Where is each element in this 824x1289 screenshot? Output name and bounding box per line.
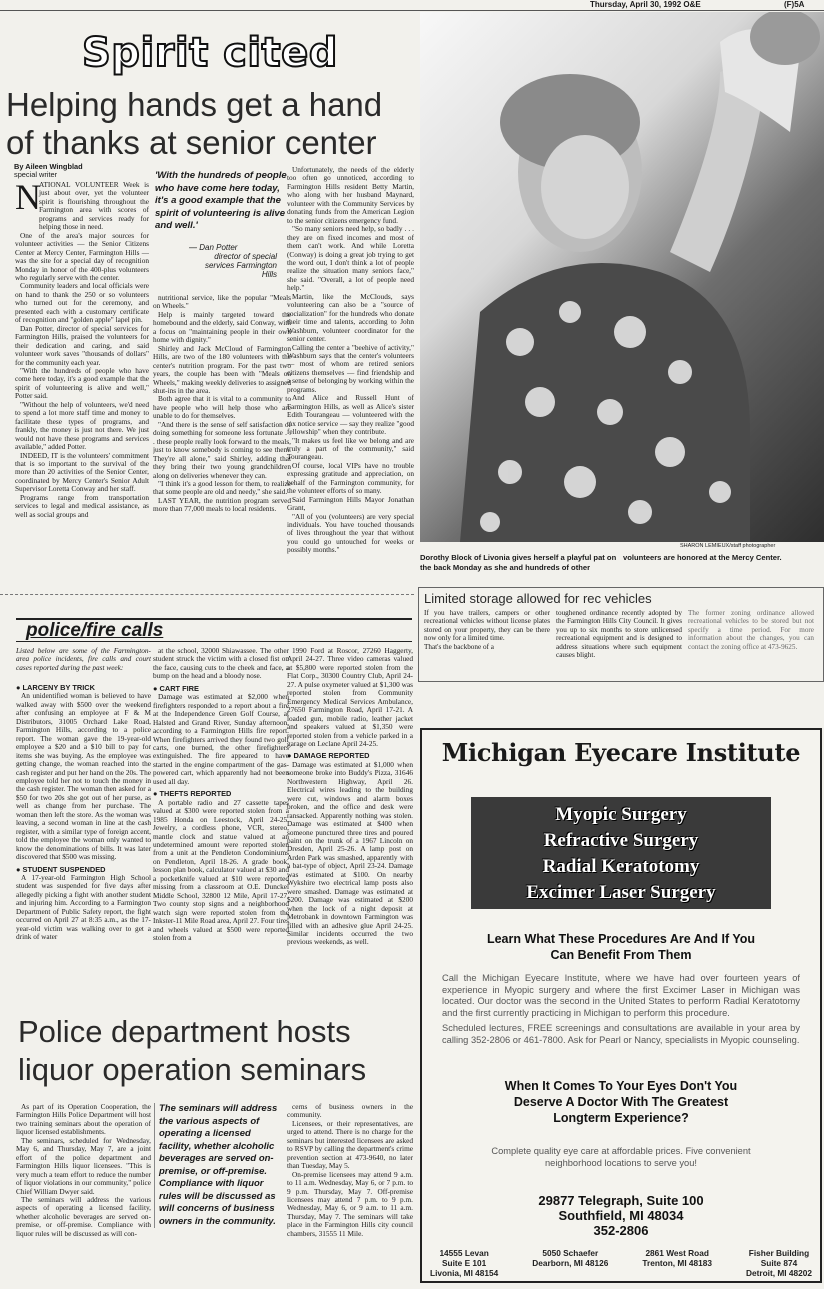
liquor-headline: Police department hosts liquor operation seminars xyxy=(18,1014,367,1087)
police-item: A 17-year-old Farmington High School student was suspended for five days after allegedly picking a fight with another student and injuring him. According to a Farmington Department of Public Safety report, the fight occurred on April 27 at 8:35 a.m., as the 17-year-old victim was walking over to get a drink of water xyxy=(16,872,151,942)
ad-services-box xyxy=(471,797,771,909)
police-item: A portable radio and 27 cassette tapes valued at $300 were reported stolen from a 1985 Honda on Leestock, April 24-25. Jewelry, a cordless phone, VCR, stereo, mantle clock and statue valued at an undetermined amount were reported stolen from a unit at the Pendleton Condominiums on Pendleton, April 18-26. A grade book, lesson plan book, calculator valued at $30 and a pocketknife valued at $10 were reported missing from a classroom at O.E. Dunckel Middle School, 32800 12 Mile, April 17-27. Two county stop signs and a neighborhood watch sign were reported stolen from the Inkster-11 Mile Road area, April 27. Four tires and wheels valued at $500 were reported stolen from a xyxy=(153,797,289,942)
ad-location-line: Detroit, MI 48202 xyxy=(746,1268,812,1278)
ad-location-line: 14555 Levan xyxy=(439,1248,489,1258)
ad-paragraph-1: Call the Michigan Eyecare Institute, where we have had over fourteen years of experience in Myopic surgery and where the first Excimer Laser in Michigan was located. Our doctor was the second in the United States to perform Radial Keratotomy and the first currently practicing in Michigan to perform this procedure. xyxy=(442,973,800,1018)
ad-location-line: Suite 874 xyxy=(760,1258,798,1268)
storage-col-1: If you have trailers, campers or other recreational vehicles without license plates stored on your property, they can be there now only for a limited time. That's the backbone of a xyxy=(424,609,550,651)
eyecare-advertisement xyxy=(420,728,822,1283)
ad-location-line: Suite E 101 xyxy=(441,1258,487,1268)
paragraph: "And there is the sense of self satisfaction of doing something for someone less fortunate . . . these people really look forward to the meals, just to know somebody is coming to see them. They're all alone," said Shirley, adding that they bring their two young grandchildren along on deliveries whenever they can. xyxy=(153,419,291,480)
paragraph: Martin, like the McClouds, says volunteering can also be a "source of socialization" for the hundreds who donate their time and talents, according to John Washburn, volunteer coordinator for the senior center. xyxy=(287,291,414,344)
police-title: police/fire calls xyxy=(26,620,164,641)
ad-phone: 352-2806 xyxy=(593,1223,649,1238)
liquor-column-1 xyxy=(16,1103,151,1289)
photo-illustration xyxy=(420,12,824,542)
byline-role: special writer xyxy=(14,170,58,179)
storage-story xyxy=(418,587,824,682)
paragraph: "With the hundreds of people who have come here today, it's a good example that the spirit of volunteering is alive and well," Potter said. xyxy=(15,365,149,401)
paragraph: Shirley and Jack McCloud of Farmington Hills, are two of the 180 volunteers with the center's nutrition program. For the past two years, the couple has been with "Meals on Wheels," making weekly deliveries to assigned shut-ins in the area. xyxy=(153,343,291,395)
ad-tagline: When It Comes To Your Eyes Don't You Deserve A Doctor With The Greatest Longterm Experience? xyxy=(504,1079,738,1125)
story-column-3 xyxy=(287,166,414,589)
police-item: at the school, 32000 Shiawassee. The other student struck the victim with a closed fist on the face, causing cuts to the cheek and face, a bump on the head and a bloody nose. xyxy=(153,647,289,681)
ad-location xyxy=(532,1248,608,1278)
paragraph: Said Farmington Hills Mayor Jonathan Grant, xyxy=(287,494,414,513)
top-rule xyxy=(0,10,824,11)
pull-quote-text: 'With the hundreds of people who have come here today, it's a good example that the spirit of volunteering is alive and well.' xyxy=(155,170,287,231)
paragraph: Programs range from transportation services to legal and medical assistance, as well as social groups and xyxy=(15,492,149,519)
ad-location xyxy=(430,1248,498,1278)
section-divider xyxy=(0,594,414,595)
storage-col-2: toughened ordinance recently adopted by the Farmington Hills City Council. It gives you up to six months to store unlicensed recreational equipment and is designed to address situations where such equipment causes blight. xyxy=(556,609,682,660)
story-headline: Helping hands get a hand of thanks at senior center xyxy=(6,86,383,161)
paragraph: "I think it's a good lesson for them, to realize that some people are old and needy," she said. xyxy=(153,478,291,497)
paragraph: Help is mainly targeted toward the homebound and the elderly, said Conway, with a focus on "maintaining people in their own home with dignity." xyxy=(153,309,291,345)
ad-location-line: 5050 Schaefer xyxy=(542,1248,599,1258)
paragraph: Community leaders and local officials were on hand to thank the 250 or so volunteers who turned out for the ceremony, and presented each with a customary certificate of recognition and "golden apple" lapel pin. xyxy=(15,281,149,325)
pull-quote xyxy=(155,170,289,279)
paragraph: ATIONAL VOLUNTEER Week is just about over, yet the volunteer spirit is flourishing throughout the Farmington area with scores of programs and services ready for helping those in need. xyxy=(39,181,149,232)
paragraph: And Alice and Russell Hunt of Farmington Hills, as well as Alice's sister Edith Tourangeau — volunteered with the tax notice service — say they realize "good fellowship" when they contribute. xyxy=(287,393,414,437)
pull-quote-name: — Dan Potter xyxy=(189,242,238,252)
paragraph: Of course, local VIPs have no trouble expressing gratitude and appreciation, on behalf of the Farmington community, for the volunteer efforts of so many. xyxy=(287,460,414,496)
paragraph: As part of its Operation Cooperation, the Farmington Hills Police Department will host two training seminars about the operation of liquor licensed establishments. xyxy=(16,1103,151,1137)
ad-service-item: Radial Keratotomy xyxy=(542,856,700,877)
paragraph: LAST YEAR, the nutrition program served more than 77,000 meals to local residents. xyxy=(153,495,291,514)
byline-name: By Aileen Wingblad xyxy=(14,162,83,171)
paragraph: Unfortunately, the needs of the elderly too often go unnoticed, according to Farmington Hills resident Betty Martin, who along with her husband Maynard, volunteer with the Community Services by donating funds from the American Legion to the senior citizens emergency fund. xyxy=(287,166,414,225)
paragraph: On-premise licensees may attend 9 a.m. to 11 a.m. Wednesday, May 6, or 7 p.m. to 9 p.m. Thursday, May 7. Off-premise licensees may attend 7 p.m. to 9 p.m. Wednesday, May 6, or 9 a.m. to 11 a.m. Thursday, May 7. The seminars will take place in the Farmington Hills city council chambers, 31555 11 Mile. xyxy=(287,1169,413,1238)
photo-caption: Dorothy Block of Livonia gives herself a playful pat on the back Monday as she and hundreds of other volunteers are honored at the Mercy Center. xyxy=(420,553,782,572)
ad-service-item: Myopic Surgery xyxy=(555,804,687,825)
police-column-3 xyxy=(287,647,413,1015)
police-column-1 xyxy=(16,680,151,1015)
paragraph: "Without the help of volunteers, we'd need to spend a lot more staff time and money to facilitate these types of programs, and frankly, the money is just not there. We just would not have these programs and services available," added Potter. xyxy=(15,399,149,452)
police-subhead: ● CART FIRE xyxy=(153,685,289,693)
paragraph: INDEED, IT is the volunteers' commitment that is so important to the survival of the more than 20 activities of the Senior Center, coordinated by Mercy Center's Senior Adult Supervisor Loretta Conway and her staff. xyxy=(15,450,149,494)
ad-title: Michigan Eyecare Institute xyxy=(441,738,801,767)
ad-learn: Learn What These Procedures Are And If You Can Benefit From Them xyxy=(486,932,756,962)
senior-photo xyxy=(420,12,824,542)
ad-services-list xyxy=(471,802,771,906)
dropcap: N xyxy=(15,177,41,217)
paragraph: The seminars will address the various aspects of operating a licensed facility, whether alcoholic beverages are served on-premise, or off-premise. Compliance with liquor rules will be discussed as will con- xyxy=(16,1194,151,1238)
story-column-2 xyxy=(153,294,291,589)
paragraph: Licensees, or their representatives, are urged to attend. There is no charge for the seminars but interested licensees are asked to RSVP by calling the department's crime prevention section at 473-9640, no later than Tuesday, May 5. xyxy=(287,1118,413,1171)
paragraph: Calling the center a "beehive of activity," Washburn says that the center's volunteers — most of whom are retired seniors citizens themselves — find friendship and a sense of belonging by working within the programs. xyxy=(287,342,414,394)
ad-locations xyxy=(430,1248,812,1278)
ad-location-line: 2861 West Road xyxy=(645,1248,709,1258)
ad-location-line: Fisher Building xyxy=(748,1248,810,1258)
story-column-1 xyxy=(15,177,149,589)
police-subhead: ● DAMAGE REPORTED xyxy=(287,752,413,760)
pull-quote-title: director of special services Farmington Hills xyxy=(204,251,277,279)
page-number: (F)5A xyxy=(784,0,805,9)
paragraph: nutritional service, like the popular "Meals on Wheels." xyxy=(153,294,291,311)
paragraph: Dan Potter, director of special services for Farmington Hills, praised the volunteers for their dedication and caring, and said volunteer work saves "thousands of dollars" for the community each year. xyxy=(15,323,149,367)
ad-location-line: Dearborn, MI 48126 xyxy=(532,1258,609,1268)
ad-address-1: 29877 Telegraph, Suite 100 xyxy=(538,1193,704,1208)
paragraph: The seminars, scheduled for Wednesday, May 6, and Thursday, May 7, are a joint effort of the police department and Farmington Hills liquor licensees. "This is very much a team effort to reduce the number of liquor violations in our community," police Chief William Dwyer said. xyxy=(16,1135,151,1196)
paragraph: "It makes us feel like we belong and are truly a part of the community," said Tourangeau. xyxy=(287,435,414,462)
photo-credit: SHARON LEMIEUX/staff photographer xyxy=(680,543,776,549)
liquor-pull-quote-text: The seminars will address the various aspects of operating a licensed facility, whether alcoholic beverages are served on-premise, or off-premise. Compliance with liquor rules will be discussed as will concerns of business owners in the community. xyxy=(159,1103,278,1227)
paragraph: "So many seniors need help, so badly . . . they are on fixed incomes and most of them can't work. And while Loretta (Conway) is doing a great job trying to get the word out, I don't think a lot of people realize the situation many seniors face," she said. "Overall, a lot of people need help." xyxy=(287,224,414,293)
police-subhead: ● STUDENT SUSPENDED xyxy=(16,866,151,874)
ad-paragraph-2: Scheduled lectures, FREE screenings and consultations are available in your area by calling 352-2806 or 461-7800. Ask for Pearl or Nancy, specialists in Myopic counseling. xyxy=(442,1023,800,1045)
police-item: An unidentified woman is believed to have walked away with $500 over the weekend after confusing an employee at F & M Distributors, 31005 Orchard Lake Road, Farmington Hills, according to a police report. The woman gave the 19-year-old employee a $20 and a $10 bill to pay for items she was buying. As the employee was getting change, the woman reached into the cash register and put her hand on the 20s. The employee told her not to touch the money in the cash register. The woman then asked for a $50 for two 20s she got out of her purse, as well as change from her purchase. The woman then left the store. As the woman was leaving, a second woman in line at the cash register, with a similar type of foreign accent, told the employee the woman only wanted to know the denominations of bills. It was later discovered that $500 was missing. xyxy=(16,691,151,862)
paragraph: One of the area's major sources for volunteer activities — the Senior Citizens Center at Mercy Center, Farmington Hills — was the site for a special day of recognition Monday in honor of the 400-plus volunteers who regularly serve with the center. xyxy=(15,230,149,282)
police-title-bar xyxy=(16,618,412,642)
ad-location xyxy=(642,1248,712,1278)
police-item: Damage was estimated at $2,000 when firefighters responded to a report about a fire at the Independence Green Golf Course, at Halsted and Grand River, Sunday afternoon, according to a Farmington Hills fire report. When firefighters arrived they found two golf carts, one burned, the other firefighters extinguished. The fire appeared to have started in the engine compartment of the gas-powered cart, which apparently had not been used all day. xyxy=(153,692,289,786)
police-item: 1990 Ford at Roscor, 27260 Haggerty, April 24-27. Three video cameras valued at $5,800 were reported stolen from the Flat Corp., 30300 Country Club, April 24-27. A pulse oxymeter valued at $1,300 was reported stolen from Community Emergency Medical Services Ambulance, 27650 Farmington Road, April 17-21. A loaded gun, mobile radio, leather jacket and speakers valued at $1,350 were reported stolen from a vehicle parked in a garage on Leclane April 24-25. xyxy=(287,647,413,748)
storage-col-3: The former zoning ordinance allowed recreational vehicles to be stored but not specify a time period. For more information about the changes, you can contact the zoning office at 473-9625. xyxy=(688,609,814,651)
storage-headline: Limited storage allowed for rec vehicles xyxy=(424,591,652,606)
liquor-column-3 xyxy=(287,1103,413,1289)
police-subhead: ● THEFTS REPORTED xyxy=(153,790,289,798)
paragraph: "All of you (volunteers) are very special individuals. You have touched thousands of lives throughout the year that without you could go untouched for weeks or possibly months." xyxy=(287,511,414,555)
ad-address-2: Southfield, MI 48034 xyxy=(558,1208,684,1223)
ad-location-line: Trenton, MI 48183 xyxy=(642,1258,712,1268)
page-date: Thursday, April 30, 1992 O&E xyxy=(590,0,701,9)
ad-location-line: Livonia, MI 48154 xyxy=(430,1268,499,1278)
police-column-2 xyxy=(153,647,289,1015)
police-intro: Listed below are some of the Farmington-area police incidents, fire calls and court cases reported during the past week: xyxy=(16,647,151,672)
liquor-pull-quote xyxy=(154,1103,284,1228)
kicker: Spirit cited xyxy=(82,30,338,76)
police-item: Damage was estimated at $1,000 when someone broke into Buddy's Pizza, 31646 Northwestern Highway, April 26. Electrical wires leading to the building were cut, windows and alarm boxes broken, and the office and desk were ransacked. Apparently nothing was stolen. Damage was estimated at $400 when someone punctured three tires and poured paint on the trunk of a 1967 Lincoln on Dresden, April 25-26. A lamp post on Arden Park was smashed, apparently with a bat-type of object, April 23-24. Damage was estimated at $100. On nearby Wykshire two electrical lamp posts also were smashed. Damage was estimated at $200. Damage was estimated at $200 when the lock of a night deposit at Metrobank in downtown Farmington was filled with an adhesive glue April 24-25. Similar incidents occurred the two previous weekends, as well. xyxy=(287,759,413,947)
police-subhead: ● LARCENY BY TRICK xyxy=(16,684,151,692)
ad-paragraph-3: Complete quality eye care at affordable prices. Five convenient neighborhood locations to serve you! xyxy=(491,1146,751,1168)
paragraph: cerns of business owners in the community. xyxy=(287,1103,413,1120)
ad-service-item: Excimer Laser Surgery xyxy=(526,882,716,903)
ad-location xyxy=(746,1248,812,1278)
ad-service-item: Refractive Surgery xyxy=(543,830,699,851)
paragraph: Both agree that it is vital to a community to have people who will help those who are unable to do for themselves. xyxy=(153,394,291,421)
